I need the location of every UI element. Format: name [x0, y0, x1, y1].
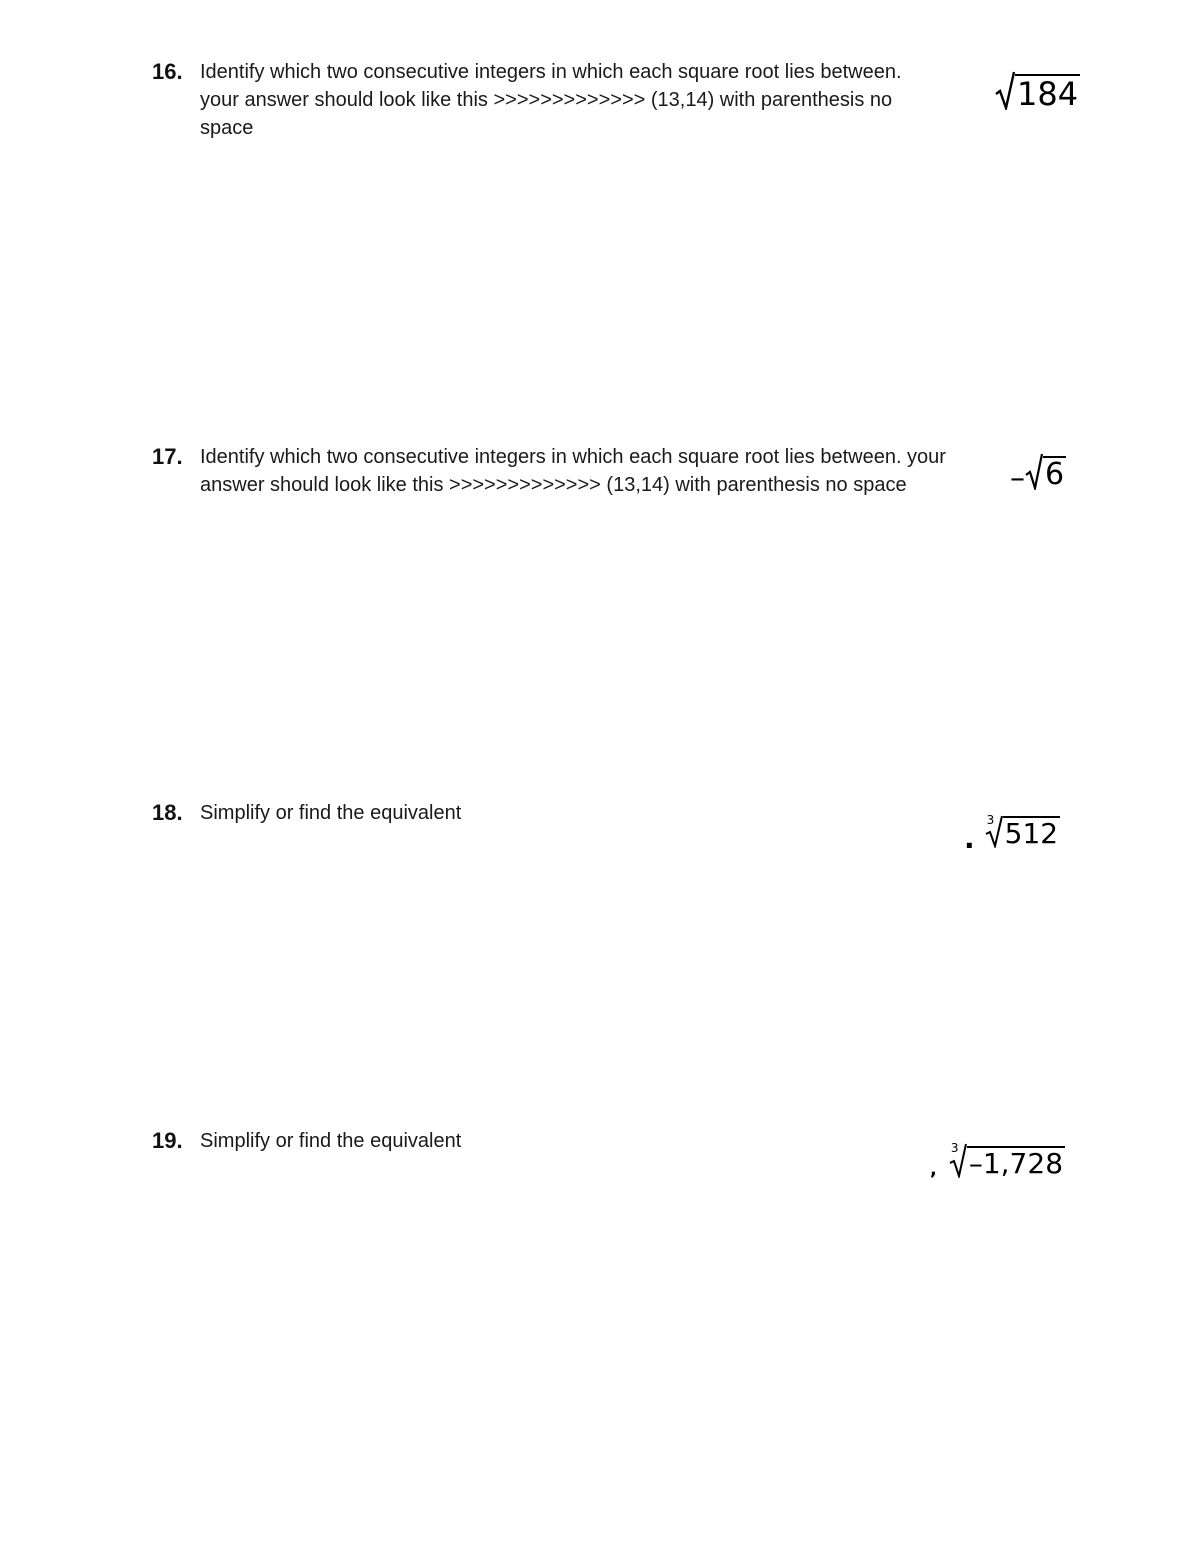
question-text [200, 443, 946, 499]
cube-root-expression [930, 1142, 1065, 1185]
radicand: 512 [1004, 817, 1059, 850]
question-text-line: Identify which two consecutive integers in which each square root lies between. [200, 61, 902, 83]
question-text [200, 58, 902, 142]
radicand: 6 [1045, 457, 1065, 492]
radical [985, 814, 1060, 848]
question-number: 17. [152, 444, 183, 469]
question-text-line: answer should look like this >>>>>>>>>>>>> (13,14) with parenthesis no space [200, 474, 907, 496]
question-text-line: Simplify or find the equivalent [200, 802, 462, 824]
question-text-line: Simplify or find the equivalent [200, 1130, 462, 1152]
cube-root-expression [964, 814, 1060, 855]
square-root-expression [995, 70, 1080, 118]
question-18 [152, 799, 1082, 829]
question-text-line: Identify which two consecutive integers in which each square root lies between. your [200, 446, 946, 468]
question-text-line: space [200, 117, 254, 139]
radical [1025, 452, 1066, 490]
radical [949, 1142, 1065, 1178]
question-number: 16. [152, 59, 183, 84]
prefix-mark: , [930, 1159, 937, 1180]
radical-sign-icon [1025, 452, 1043, 490]
negative-sign: – [1010, 461, 1025, 496]
radicand: –1,728 [968, 1147, 1064, 1180]
radicand: 184 [1017, 75, 1079, 113]
question-16 [152, 58, 1082, 148]
radical [995, 70, 1080, 113]
radical-sign-icon [995, 70, 1015, 110]
prefix-mark: . [964, 822, 975, 855]
square-root-expression [1010, 452, 1066, 498]
question-text [200, 1127, 461, 1155]
question-number: 19. [152, 1128, 183, 1153]
question-text-line: your answer should look like this >>>>>>>>>>>>> (13,14) with parenthesis no [200, 89, 893, 111]
root-index: 3 [986, 813, 995, 827]
question-number: 18. [152, 800, 183, 825]
question-17 [152, 443, 1082, 503]
question-text [200, 799, 461, 827]
root-index: 3 [950, 1141, 959, 1155]
